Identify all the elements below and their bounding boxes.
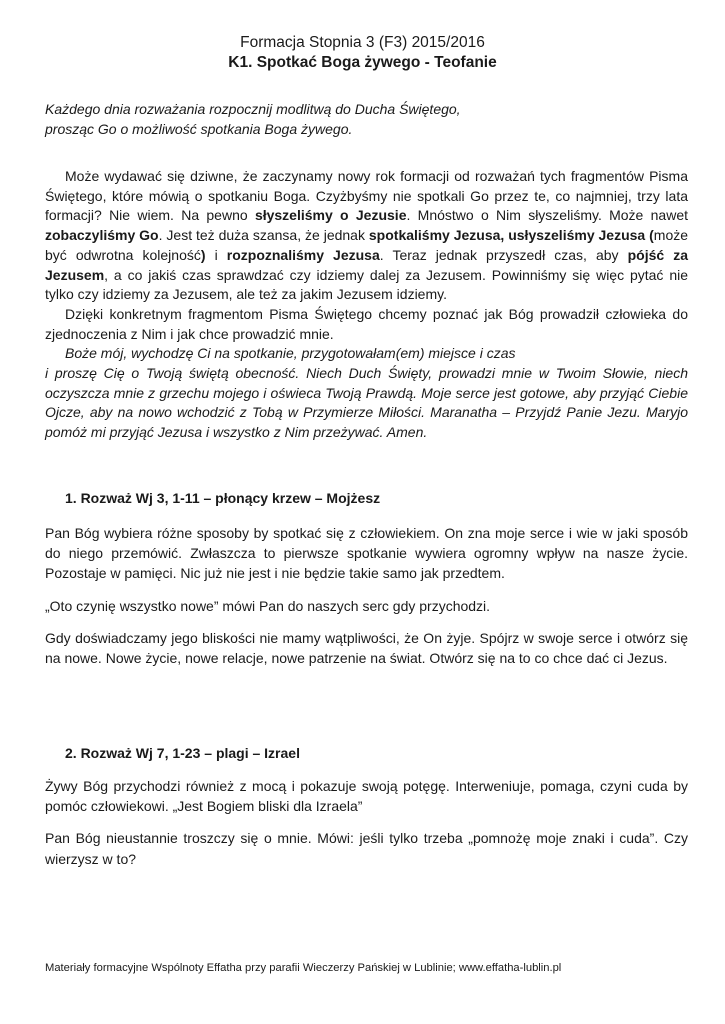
text-run: Może wydawać się dziwne, że zaczynamy nowy rok formacji od rozważań tych fragmentów Pisma Świętego, które mówią o spotkaniu Boga. Czyżbyśmy nie spotkali Go przez te, co najmniej, trzy lata formacji? Nie wiem. Na pewno: [45, 168, 688, 224]
text-run: . Teraz jednak przyszedł czas, aby: [379, 246, 628, 263]
formation-title: Formacja Stopnia 3 (F3) 2015/2016: [240, 34, 485, 51]
section-paragraph: Pan Bóg wybiera różne sposoby by spotkać się z człowiekiem. On zna moje serce i wie w jaki sposób do niego przemówić. Zwłaszcza to pierwsze spotkanie wywiera ogromny wpływ na nasze życie. Pozostaje w pamięci. Nic już nie jest i nie będzie takie samo jak przedtem.: [45, 525, 688, 582]
intro-line: prosząc Go o możliwość spotkania Boga żywego.: [45, 120, 353, 137]
introduction-body: [45, 167, 688, 443]
section-paragraph: „Oto czynię wszystko nowe” mówi Pan do naszych serc gdy przychodzi.: [45, 597, 491, 614]
section-1-heading: 1. Rozważ Wj 3, 1-11 – płonący krzew – Mojżesz: [65, 490, 381, 506]
section-paragraph: Żywy Bóg przychodzi również z mocą i pokazuje swoją potęgę. Interweniuje, pomaga, czyni cuda by pomóc człowiekowi. „Jest Bogiem bliski dla Izraela”: [45, 778, 688, 815]
document-title: K1. Spotkać Boga żywego - Teofanie: [228, 54, 497, 71]
section-paragraph: Pan Bóg nieustannie troszczy się o mnie. Mówi: jeśli tylko trzeba „pomnożę moje znaki i cuda”. Czy wierzysz w to?: [45, 830, 688, 867]
text-run: może być odwrotna kolejność: [45, 227, 689, 263]
section-2-body: [45, 776, 688, 881]
intro-instruction: [45, 100, 688, 139]
bold-run: pójść za Jezusem: [45, 246, 689, 283]
text-run: , a co jakiś czas sprawdzać czy idziemy dalej za Jezusem. Powinniśmy się więc pytać nie tylko czy idziemy za Jezusem, ale też za jakim Jezusem idziemy.: [45, 266, 688, 303]
bold-run: zobaczyliśmy Go: [45, 227, 159, 244]
text-run: . Mnóstwo o Nim słyszeliśmy. Może nawet: [406, 207, 688, 224]
text-run: . Jest też duża szansa, że jednak: [158, 227, 369, 244]
section-paragraph: Gdy doświadczamy jego bliskości nie mamy wątpliwości, że On żyje. Spójrz w swoje serce i otwórz się na nowe. Nowe życie, nowe relacje, nowe patrzenie na świat. Otwórz się na to co chce dać ci Jezus.: [45, 629, 688, 667]
text-run: i: [205, 246, 227, 263]
bold-run: słyszeliśmy o Jezusie: [254, 207, 407, 224]
bold-run: ): [200, 246, 206, 263]
paragraph-1: [45, 167, 688, 305]
section-1-body: [45, 523, 688, 680]
bold-run: spotkaliśmy Jezusa, usłyszeliśmy Jezusa (: [368, 227, 654, 244]
paragraph-2: Dzięki konkretnym fragmentom Pisma Świętego chcemy poznać jak Bóg prowadził człowieka do zjednoczenia z Nim i jak chce prowadzić mnie.: [45, 305, 688, 342]
bold-run: rozpoznaliśmy Jezusa: [226, 246, 380, 263]
intro-line: Każdego dnia rozważania rozpocznij modlitwą do Ducha Świętego,: [45, 101, 461, 117]
section-2-heading: 2. Rozważ Wj 7, 1-23 – plagi – Izrael: [65, 745, 300, 761]
prayer-first-line: Boże mój, wychodzę Ci na spotkanie, przygotowałam(em) miejsce i czas: [65, 345, 516, 362]
page-footer: Materiały formacyjne Wspólnoty Effatha przy parafii Wieczerzy Pańskiej w Lublinie; www.effatha-lublin.pl: [45, 962, 562, 974]
prayer-body: i proszę Cię o Twoją świętą obecność. Niech Duch Święty, prowadzi mnie w Twoim Słowie, niech oczyszcza mnie z grzechu mojego i oświeca Twoją Prawdą. Moje serce jest gotowe, aby przyjąć Ciebie Ojcze, aby na nowo wchodzić z Tobą w Przymierze Miłości. Maranatha – Przyjdź Panie Jezu. Maryjo pomóż mi przyjąć Jezusa i wszystko z Nim przeżywać. Amen.: [45, 365, 688, 441]
